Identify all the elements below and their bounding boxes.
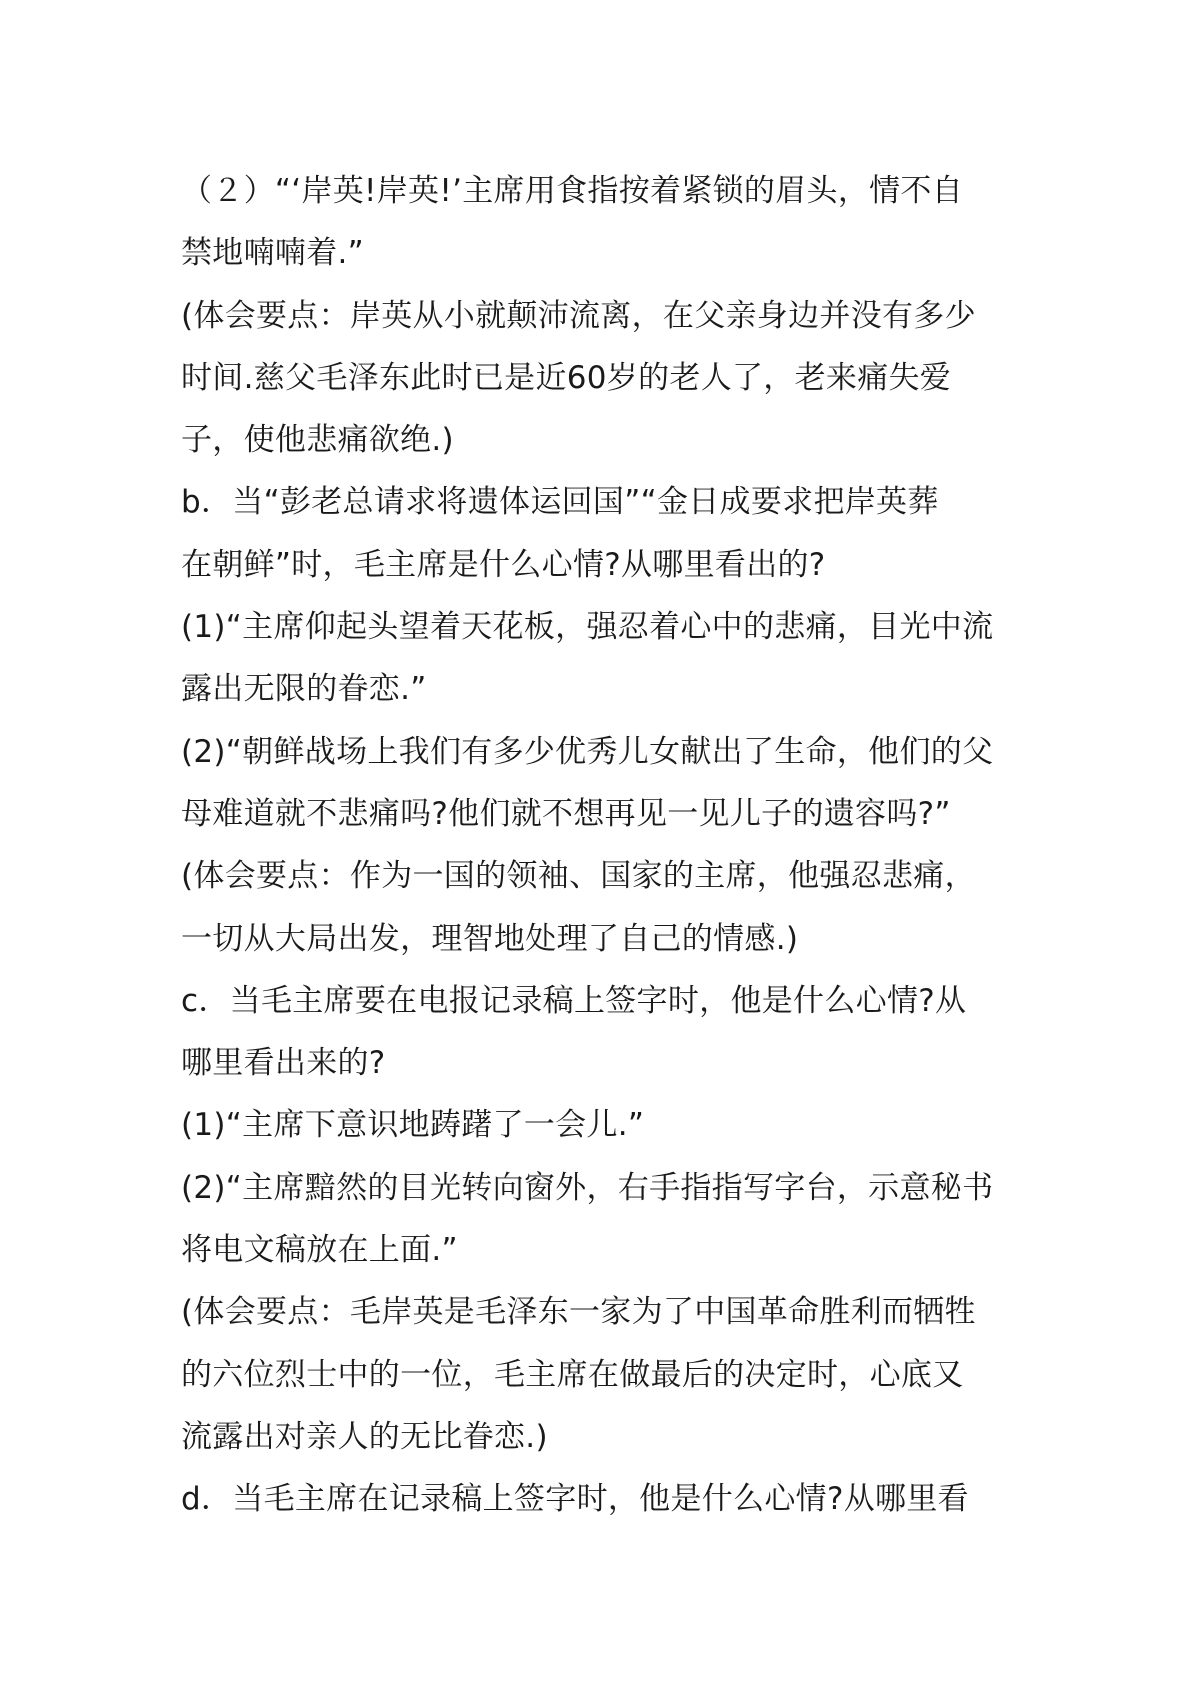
text-line: (1)“主席仰起头望着天花板，强忍着心中的悲痛，目光中流 xyxy=(181,609,994,646)
text-line: （２）“‘岸英!岸英!’主席用食指按着紧锁的眉头，情不自 xyxy=(181,173,964,209)
text-line: 在朝鲜”时，毛主席是什么心情?从哪里看出的? xyxy=(181,546,826,583)
document-body xyxy=(181,160,1021,1531)
text-line: 的六位烈士中的一位，毛主席在做最后的决定时，心底又 xyxy=(181,1356,964,1393)
text-line: 哪里看出来的? xyxy=(181,1045,386,1082)
text-line: (体会要点：岸英从小就颠沛流离，在父亲身边并没有多少 xyxy=(181,297,976,334)
text-line: d．当毛主席在记录稿上签字时，他是什么心情?从哪里看 xyxy=(181,1481,969,1518)
text-line: (体会要点：毛岸英是毛泽东一家为了中国革命胜利而牺牲 xyxy=(181,1294,976,1331)
text-line: 子，使他悲痛欲绝.) xyxy=(181,422,454,459)
text-line: 时间.慈父毛泽东此时已是近60岁的老人了，老来痛失爱 xyxy=(181,359,952,396)
text-line: (2)“主席黯然的目光转向窗外，右手指指写字台，示意秘书 xyxy=(181,1169,994,1206)
text-line: 母难道就不悲痛吗?他们就不想再见一见儿子的遗容吗?” xyxy=(181,795,951,832)
text-line: 将电文稿放在上面.” xyxy=(181,1232,458,1269)
text-line: (1)“主席下意识地踌躇了一会儿.” xyxy=(181,1107,645,1144)
text-line: b．当“彭老总请求将遗体运回国”“金日成要求把岸英葬 xyxy=(181,484,939,521)
text-line: (2)“朝鲜战场上我们有多少优秀儿女献出了生命，他们的父 xyxy=(181,733,994,770)
text-line: (体会要点：作为一国的领袖、国家的主席，他强忍悲痛， xyxy=(181,858,976,895)
text-line: 露出无限的眷恋.” xyxy=(181,671,427,708)
text-line: 流露出对亲人的无比眷恋.) xyxy=(181,1418,548,1455)
text-line: c．当毛主席要在电报记录稿上签字时，他是什么心情?从 xyxy=(181,982,967,1019)
text-line: 禁地喃喃着.” xyxy=(181,235,365,272)
text-line: 一切从大局出发，理智地处理了自己的情感.) xyxy=(181,920,799,957)
